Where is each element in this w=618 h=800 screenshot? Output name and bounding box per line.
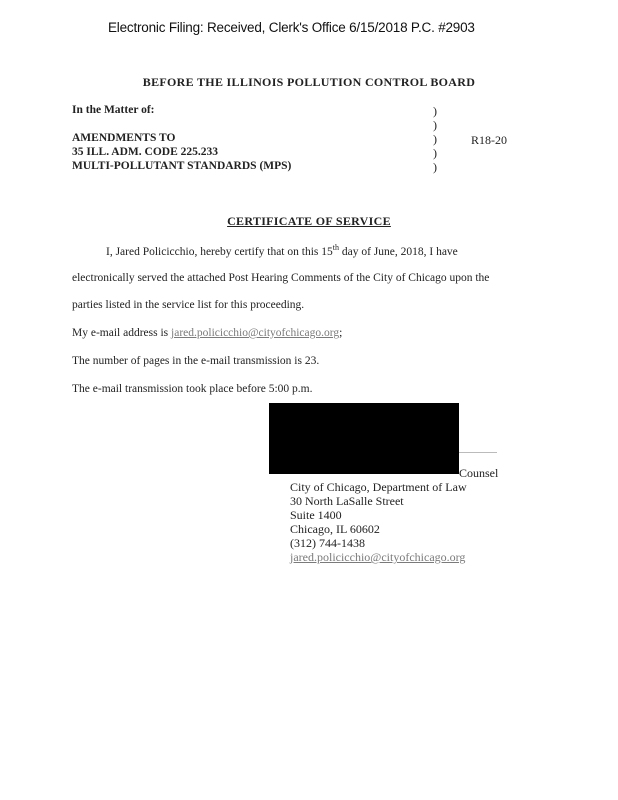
certificate-paragraph-line-3: parties listed in the service list for this proceeding. bbox=[72, 299, 305, 311]
caption-paren: ) bbox=[433, 160, 437, 174]
ordinal-suffix: th bbox=[332, 243, 339, 252]
board-heading: BEFORE THE ILLINOIS POLLUTION CONTROL BOARD bbox=[142, 75, 476, 89]
caption-paren: ) bbox=[433, 146, 437, 160]
caption-paren: ) bbox=[433, 132, 437, 146]
docket-number: R18-20 bbox=[471, 133, 507, 147]
pages-line: The number of pages in the e-mail transmission is 23. bbox=[72, 355, 320, 367]
signature-city: Chicago, IL 60602 bbox=[290, 522, 380, 536]
email-suffix: ; bbox=[339, 327, 343, 339]
email-prefix: My e-mail address is bbox=[72, 327, 172, 339]
time-line: The e-mail transmission took place before 5:00 p.m. bbox=[72, 383, 313, 395]
matter-line-1: AMENDMENTS TO bbox=[72, 132, 176, 144]
signature-suite: Suite 1400 bbox=[290, 508, 342, 522]
certify-text: I, Jared Policicchio, hereby certify that on this 15 bbox=[106, 245, 333, 258]
matter-line-3: MULTI-POLLUTANT STANDARDS (MPS) bbox=[72, 160, 292, 172]
certificate-title: CERTIFICATE OF SERVICE bbox=[227, 214, 391, 228]
in-the-matter-label: In the Matter of: bbox=[72, 104, 155, 116]
certify-text-end: day of June, 2018, I have bbox=[338, 245, 458, 258]
filing-stamp: Electronic Filing: Received, Clerk's Office 6/15/2018 P.C. #2903 bbox=[108, 20, 475, 35]
signature-email-link[interactable]: jared.policicchio@cityofchicago.org bbox=[290, 550, 466, 564]
matter-line-2: 35 ILL. ADM. CODE 225.233 bbox=[72, 146, 218, 158]
certificate-paragraph-line-2: electronically served the attached Post Hearing Comments of the City of Chicago upon the bbox=[72, 272, 490, 284]
email-line bbox=[72, 327, 342, 339]
signature-street: 30 North LaSalle Street bbox=[290, 494, 404, 508]
certificate-paragraph-line-1 bbox=[106, 243, 458, 258]
signature-rule bbox=[459, 452, 497, 453]
signature-phone: (312) 744-1438 bbox=[290, 536, 365, 550]
caption-paren: ) bbox=[433, 104, 437, 118]
signature-title-fragment: Counsel bbox=[459, 466, 499, 480]
signature-department: City of Chicago, Department of Law bbox=[290, 480, 467, 494]
redaction-box bbox=[269, 403, 459, 474]
email-link[interactable]: jared.policicchio@cityofchicago.org bbox=[171, 327, 340, 339]
caption-paren: ) bbox=[433, 118, 437, 132]
